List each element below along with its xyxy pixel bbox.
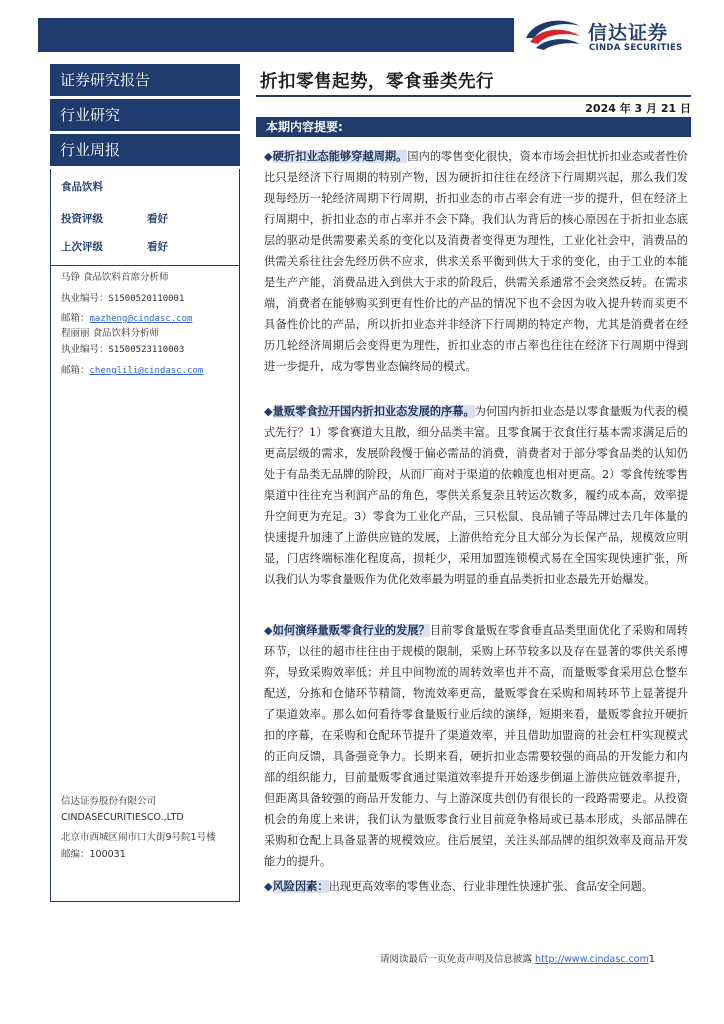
paragraph-4-heading: 风险因素： (272, 880, 329, 893)
brand-name-en: CINDA SECURITIES (589, 43, 683, 53)
bullet-diamond-icon: ◆ (264, 150, 273, 163)
paragraph-2-text: 为何国内折扣业态是以零食量贩为代表的模式先行？1）零食赛道大且散，细分品类丰富。且零食属于衣食住行基本需求满足后的更高层级的需求，发展阶段慢于偏必需品的消费，消费者对于部分零食品类的认知仍处于有品类无品牌的阶段，从而厂商对于渠道的依赖度也相对更高。2）零食传统零售渠道中往往充当利润产品的角色，零供关系复杂且转运次数多，履约成本高，效率提升空间更为充足。3）零食为工业化产品，三只松鼠、良品铺子等品牌过去几年体量的快速提升加速了上游供应链的发展，上游供给充分且大部分为长保产品，规模效应明显，门店终端标准化程度高，损耗少，采用加盟连锁模式易在全国实现快速扩张，所以我们认为零食量贩作为优化效率最为明显的垂直品类折扣业态最先开始爆发。 (264, 405, 688, 586)
analyst-1-cert (61, 290, 184, 304)
analyst-1-email-link[interactable]: mazheng@cindasc.com (89, 314, 193, 324)
company-postcode: 邮编：100031 (61, 849, 126, 860)
analyst-2-cert-label: 执业编号： (61, 344, 109, 355)
report-subtype-label: 行业周报 (50, 134, 240, 166)
sidebar-info-panel (50, 169, 240, 902)
analyst-1-name: 马铮 食品饮料首席分析师 (61, 272, 169, 283)
analyst-2-cert-no: S1500523110003 (108, 345, 185, 355)
sidebar-divider (51, 265, 239, 266)
paragraph-4-text: 出现更高效率的零售业态、行业非理性快速扩张、食品安全问题。 (328, 880, 654, 893)
title-underline (256, 95, 691, 97)
summary-header: 本期内容提要: (256, 117, 691, 137)
rating-row (61, 211, 168, 226)
analyst-2-email-label: 邮箱： (61, 365, 90, 376)
analyst-1-cert-label: 执业编号： (61, 293, 109, 304)
bullet-diamond-icon: ◆ (264, 405, 273, 418)
analyst-1-email-label: 邮箱： (61, 313, 90, 324)
paragraph-2 (264, 401, 688, 590)
paragraph-3 (264, 620, 688, 872)
report-title: 折扣零售起势，零食垂类先行 (260, 72, 494, 92)
bullet-diamond-icon: ◆ (264, 880, 273, 893)
analyst-1-email-row (61, 310, 192, 324)
paragraph-1-heading: 硬折扣业态能够穿越周期。 (272, 150, 408, 163)
paragraph-1-text: 国内的零售变化很快，资本市场会担忧折扣业态或者性价比只是经济下行周期的特别产物，因为硬折扣往往在经济下行周期兴起，那么我们发现每经历一轮经济周期下行周期，折扣业态的市占率会有进一步的提升，但在经济上行周期中，折扣业态的市占率并不会下降。我们认为背后的核心原因在于折扣业态底层的驱动是供需要素关系的变化以及消费者变得更为理性，工业化社会中，消费品的供需关系往往会先经历供不应求，供求关系平衡到供大于求的变化，由于工业的本能是生产产能，消费品进入到供大于求的阶段后，供需关系通常不会突然反转。在需求端，消费者在能够购买到更有性价比的产品的情况下也不会因为收入提升转而买更不具备性价比的产品，所以折扣业态并非经济下行周期的特定产物，尤其是消费者在经历几轮经济周期后会变得更为理性，折扣业态的市占率也往往在经济下行周期中得到进一步提升，成为零售业态偏终局的模式。 (264, 150, 688, 373)
bullet-diamond-icon: ◆ (264, 624, 273, 637)
paragraph-3-text: 目前零食量贩在零食垂直品类里面优化了采购和周转环节，以往的超市往往由于规模的限制，采购上环节较多以及存在显著的零供关系博弈，导致采购效率低；并且中间物流的周转效率也并不高，而量贩零食采用总仓整车配送，分拣和仓储环节精简，物流效率更高，量贩零食在采购和周转环节上显著提升了渠道效率。那么如何看待零食量贩行业后续的演绎，短期来看，量贩零食拉开硬折扣的序幕，在采购和仓配环节提升了渠道效率，并且借助加盟商的社会杠杆实现模式的正向反馈，具备强竞争力。长期来看，硬折扣业态需要较强的商品的开发能力和内部的组织能力，目前量贩零食通过渠道效率提升开始逐步倒逼上游供应链效率提升，但距离具备较强的商品开发能力、与上游深度共创仍有很长的一段路需要走。从投资机会的角度上来讲，我们认为量贩零食行业目前竞争格局或已基本形成，头部品牌在采购和仓配上具备显著的规模效应。往后展望，关注头部品牌的组织效率及商品开发能力的提升。 (264, 624, 688, 868)
analyst-2-email-link[interactable]: chenglili@cindasc.com (89, 366, 204, 376)
page-footer (380, 951, 680, 965)
prev-rating-label: 上次评级 (61, 241, 103, 253)
rating-label: 投资评级 (61, 213, 103, 225)
report-type-label: 证券研究报告 (50, 64, 240, 96)
paragraph-3-heading: 如何演绎量贩零食行业的发展？ (272, 624, 430, 637)
sidebar (50, 64, 240, 902)
company-name-cn: 信达证券股份有限公司 (61, 796, 157, 807)
page-number: 1 (648, 954, 655, 965)
prev-rating-row (61, 239, 168, 254)
company-address: 北京市西城区闹市口大街9号院1号楼 (61, 832, 216, 843)
report-date: 2024 年 3 月 21 日 (585, 102, 691, 115)
paragraph-2-heading: 量贩零食拉开国内折扣业态发展的序幕。 (272, 405, 475, 418)
paragraph-4 (264, 876, 688, 897)
brand-logo (522, 16, 702, 56)
company-name-en: CINDASECURITIESCO.,LTD (61, 812, 184, 823)
paragraph-1 (264, 146, 688, 377)
cinda-logo-icon (522, 16, 584, 56)
industry-label: 食品饮料 (61, 181, 103, 193)
top-banner-bar (38, 18, 514, 52)
analyst-2-name: 程丽丽 食品饮料分析师 (61, 328, 160, 339)
brand-name-cn: 信达证券 (588, 22, 669, 44)
footer-disclaimer: 请阅读最后一页免责声明及信息披露 (380, 954, 533, 965)
footer-website-link[interactable]: http://www.cindasc.com (535, 954, 649, 965)
analyst-2-email-row (61, 362, 203, 376)
analyst-2-cert (61, 341, 184, 355)
analyst-1-cert-no: S1500520110001 (108, 294, 185, 304)
prev-rating-value: 看好 (147, 241, 168, 253)
rating-value: 看好 (147, 213, 168, 225)
report-category-label: 行业研究 (50, 99, 240, 131)
